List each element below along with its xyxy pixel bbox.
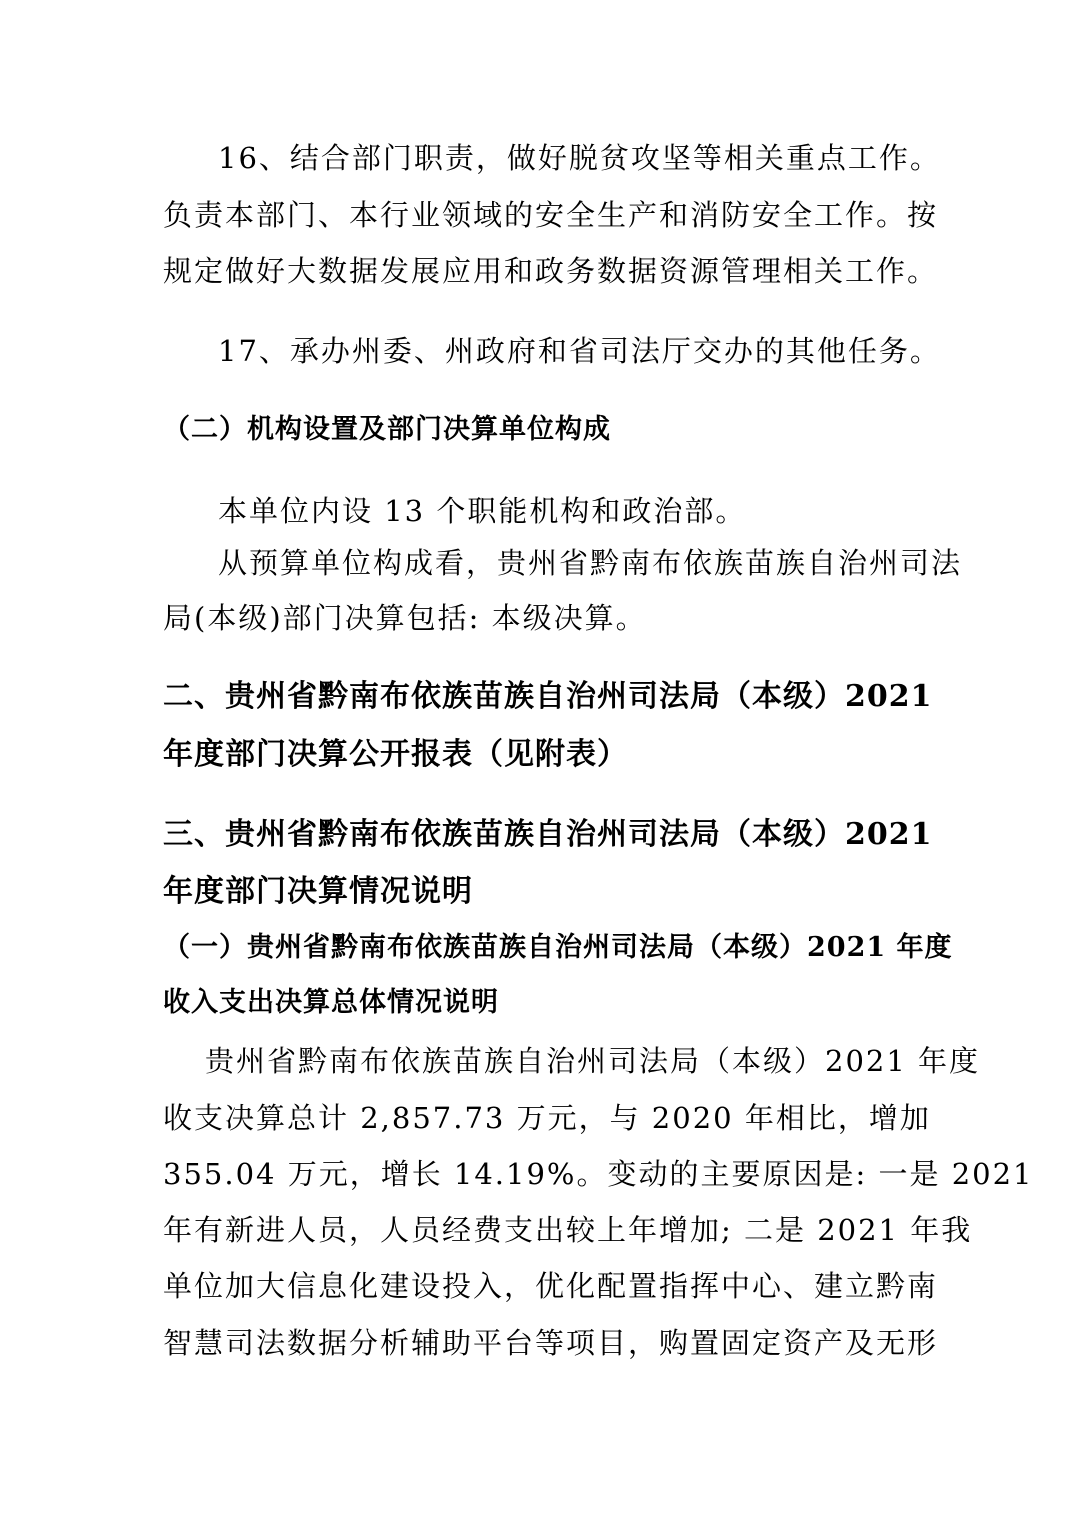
section-3-heading-line-1: 三、贵州省黔南布依族苗族自治州司法局（本级）2021 <box>163 817 933 852</box>
subheading-1-line-2: 收入支出决算总体情况说明 <box>163 987 499 1018</box>
para-17: 17、承办州委、州政府和省司法厅交办的其他任务。 <box>218 334 941 368</box>
summary-line-2: 收支决算总计 2,857.73 万元，与 2020 年相比，增加 <box>163 1101 931 1135</box>
summary-line-6: 智慧司法数据分析辅助平台等项目，购置固定资产及无形 <box>163 1326 939 1360</box>
section-3-heading-line-2: 年度部门决算情况说明 <box>163 874 473 909</box>
summary-line-4: 年有新进人员，人员经费支出较上年增加; 二是 2021 年我 <box>163 1213 973 1247</box>
para-org-line-2: 从预算单位构成看，贵州省黔南布依族苗族自治州司法 <box>218 546 963 580</box>
subheading-1-line-1: （一）贵州省黔南布依族苗族自治州司法局（本级）2021 年度 <box>163 932 953 963</box>
section-2-heading-line-1: 二、贵州省黔南布依族苗族自治州司法局（本级）2021 <box>163 679 933 714</box>
section-2-heading-line-2: 年度部门决算公开报表（见附表） <box>163 737 628 772</box>
summary-line-5: 单位加大信息化建设投入，优化配置指挥中心、建立黔南 <box>163 1269 939 1303</box>
heading-org-structure: （二）机构设置及部门决算单位构成 <box>163 414 611 445</box>
para-org-line-1: 本单位内设 13 个职能机构和政治部。 <box>218 494 747 528</box>
para-16-line-3: 规定做好大数据发展应用和政务数据资源管理相关工作。 <box>163 254 939 288</box>
summary-line-1: 贵州省黔南布依族苗族自治州司法局（本级）2021 年度 <box>205 1044 981 1078</box>
para-16-line-1: 16、结合部门职责，做好脱贫攻坚等相关重点工作。 <box>218 141 941 175</box>
para-16-line-2: 负责本部门、本行业领域的安全生产和消防安全工作。按 <box>163 198 939 232</box>
para-org-line-3: 局(本级)部门决算包括: 本级决算。 <box>163 601 647 635</box>
summary-line-3: 355.04 万元，增长 14.19%。变动的主要原因是: 一是 2021 <box>163 1157 1034 1191</box>
